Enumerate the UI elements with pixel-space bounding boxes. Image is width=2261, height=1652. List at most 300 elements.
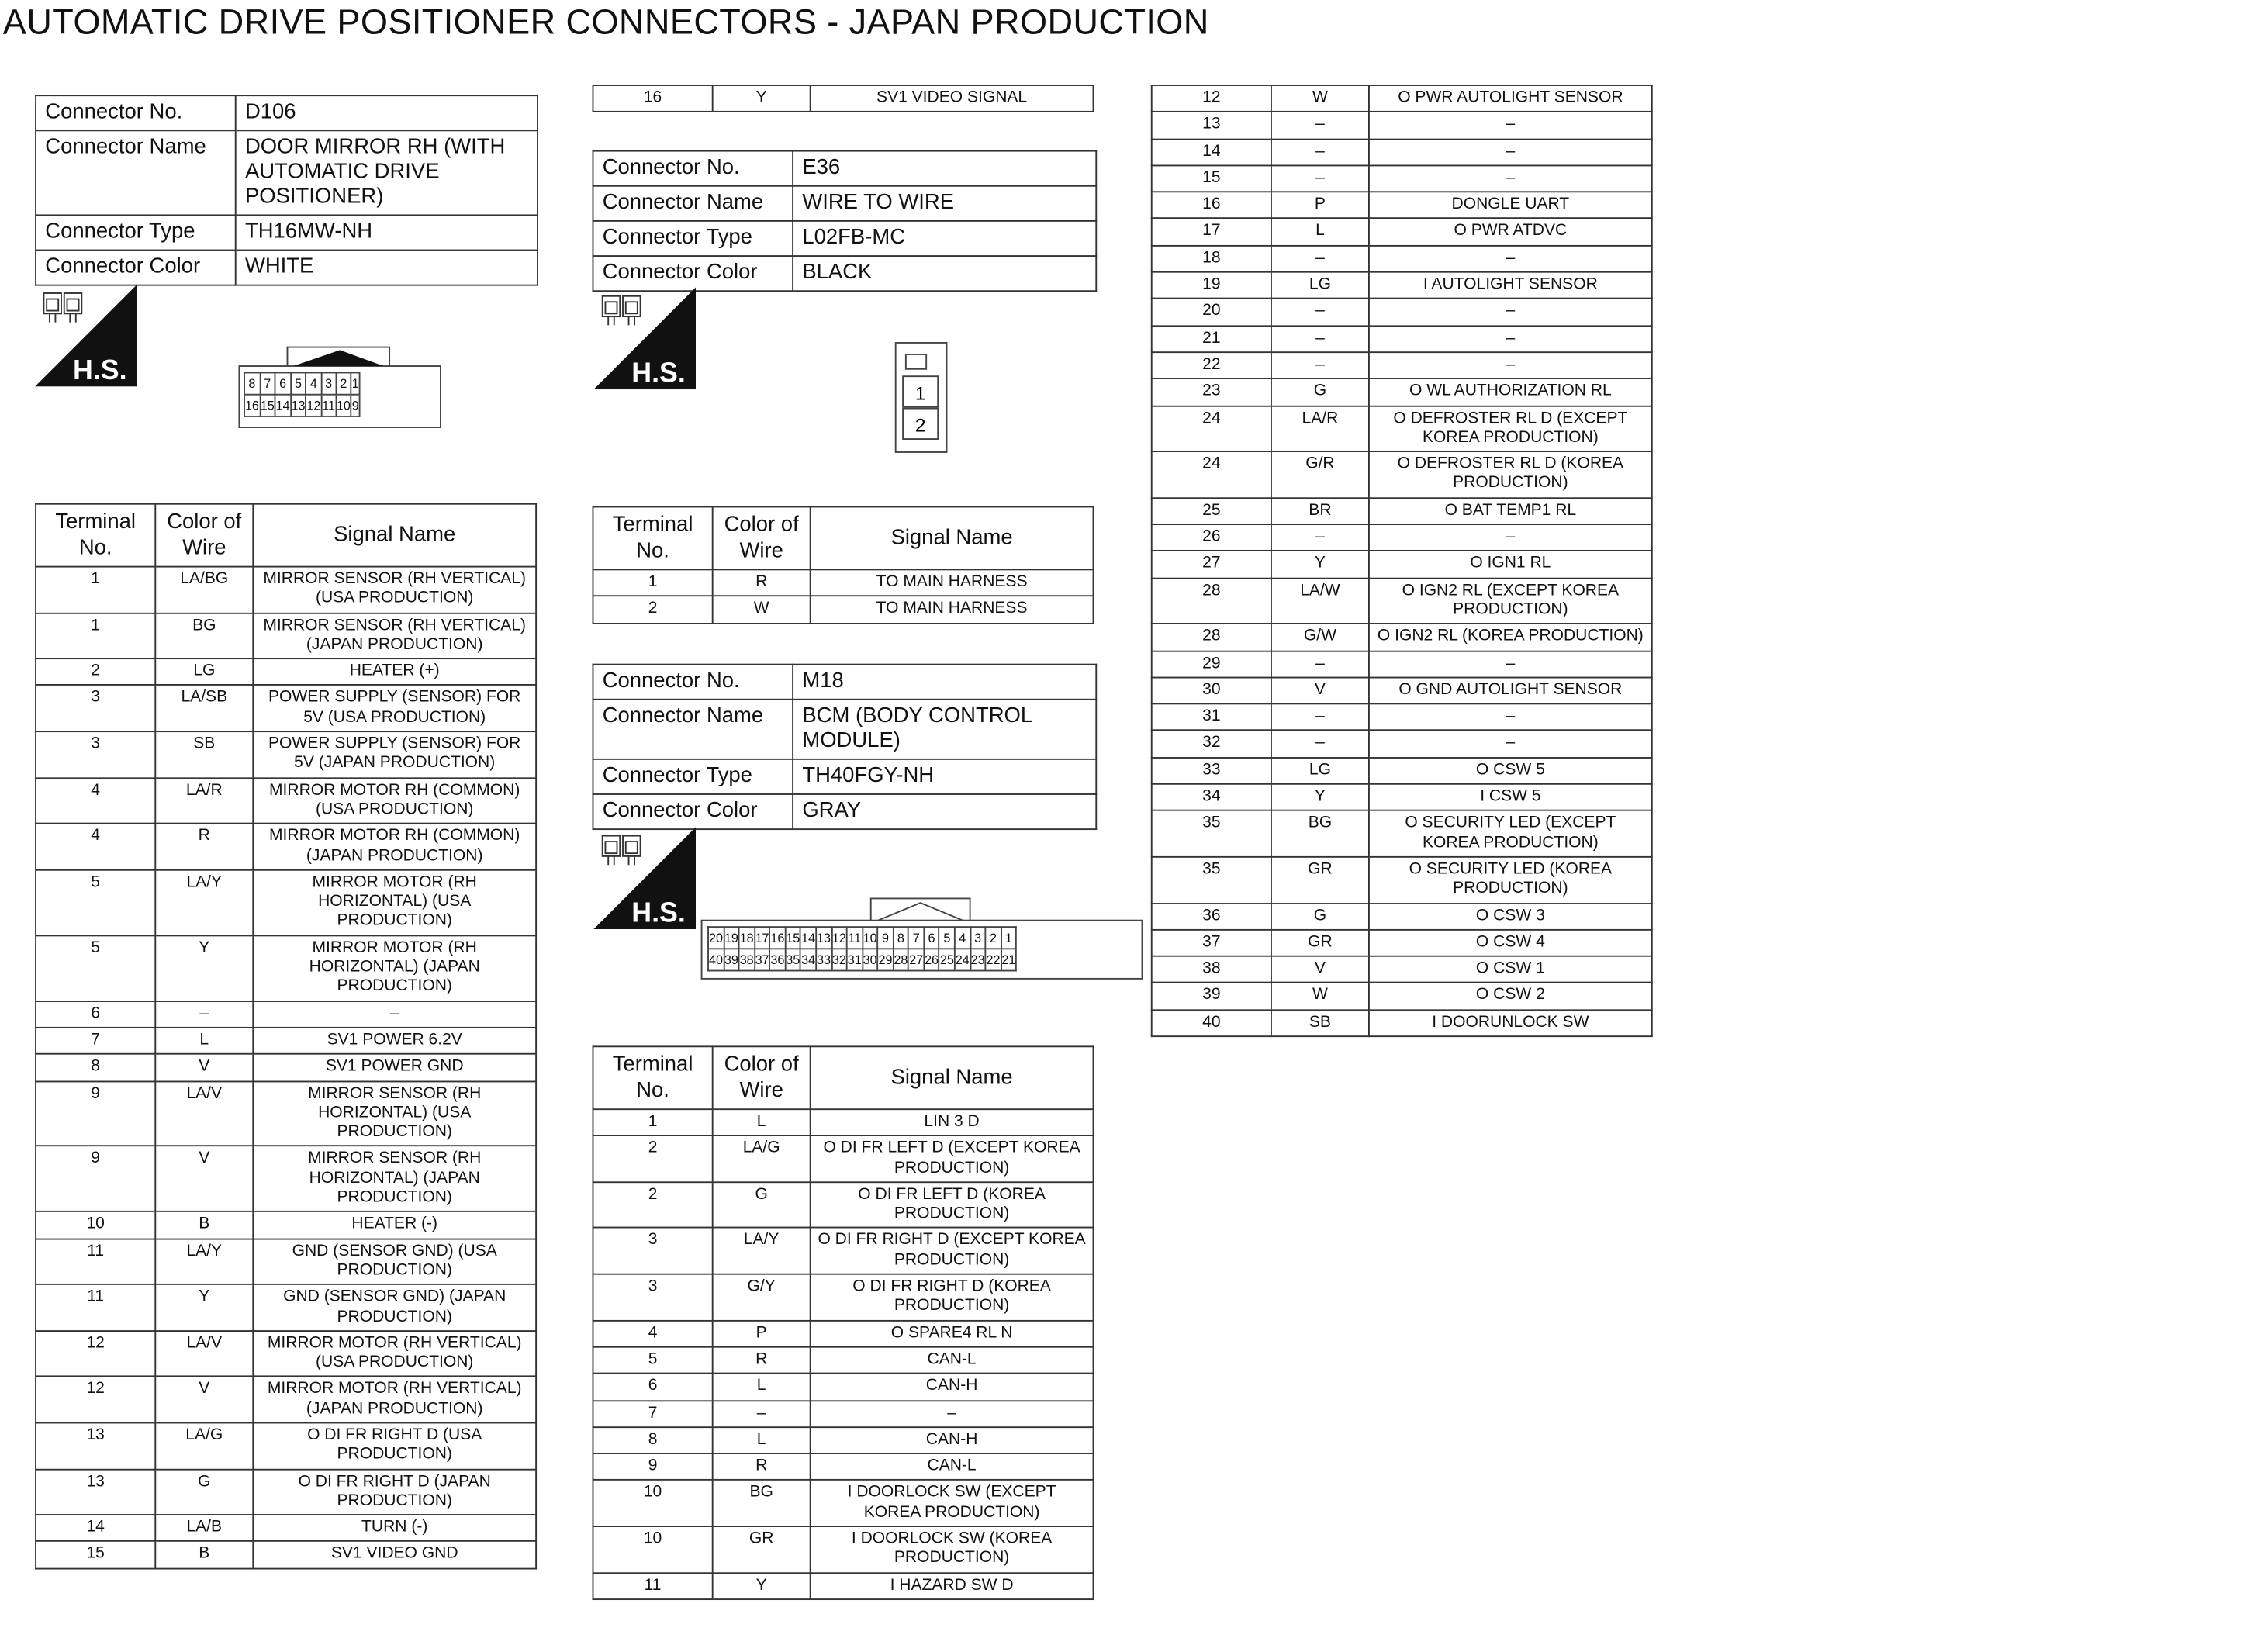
terminal-row (1152, 245, 1652, 271)
terminal-no-cell: 34 (1152, 784, 1271, 810)
signal-name-cell: O CSW 4 (1369, 930, 1652, 956)
signal-name-cell: O IGN2 RL (KOREA PRODUCTION) (1369, 624, 1652, 650)
pin-cell: 29 (878, 949, 894, 970)
terminal-row (1152, 451, 1652, 497)
wire-color-cell: GR (1271, 930, 1369, 956)
signal-name-cell: O BAT TEMP1 RL (1369, 498, 1652, 524)
d106-info-block (35, 95, 538, 285)
terminal-no-cell: 16 (1152, 192, 1271, 219)
wire-color-cell: G/Y (713, 1274, 811, 1320)
pin-cell: 13 (291, 395, 306, 416)
terminal-no-cell: 18 (1152, 245, 1271, 271)
hs-label: H.S. (631, 897, 686, 928)
connector-color-value: BLACK (793, 256, 1096, 291)
pin-cell: 39 (724, 949, 739, 970)
terminal-no-cell: 16 (593, 85, 712, 112)
pin-cell: 1 (1001, 927, 1016, 949)
terminal-no-cell: 28 (1152, 624, 1271, 650)
signal-name-cell: CAN-H (811, 1374, 1094, 1400)
terminal-no-cell: 11 (36, 1239, 155, 1284)
pin-cell: 27 (908, 949, 924, 970)
terminal-row (593, 1453, 1093, 1480)
wire-color-cell: – (1271, 299, 1369, 325)
terminal-row (1152, 219, 1652, 245)
terminal-row (1152, 326, 1652, 352)
terminal-no-cell: 21 (1152, 326, 1271, 352)
terminal-no-cell: 31 (1152, 704, 1271, 731)
pin-cell: 12 (831, 927, 847, 949)
terminal-no-cell: 2 (36, 658, 155, 685)
wire-color-cell: L (155, 1028, 253, 1054)
wire-color-cell: G (1271, 379, 1369, 406)
connector-color-label: Connector Color (593, 794, 793, 829)
signal-name-cell: I HAZARD SW D (811, 1573, 1094, 1599)
signal-name-cell: I DOORUNLOCK SW (1369, 1010, 1652, 1036)
pin-cell: 9 (351, 395, 360, 416)
terminal-no-cell: 9 (36, 1081, 155, 1146)
wire-color-header: Color of Wire (155, 504, 253, 567)
signal-name-cell: HEATER (-) (253, 1211, 536, 1238)
pin-cell: 15 (260, 395, 275, 416)
signal-name-cell: – (1369, 112, 1652, 138)
wire-color-cell: V (155, 1054, 253, 1080)
terminal-row (1152, 784, 1652, 810)
terminal-row (36, 1081, 536, 1146)
terminal-no-header: Terminal No. (593, 1046, 712, 1109)
pin-cell: 19 (724, 927, 739, 949)
terminal-row (1152, 379, 1652, 406)
pin-cell: 26 (924, 949, 939, 970)
terminal-no-header: Terminal No. (593, 507, 712, 570)
wire-color-cell: – (155, 1001, 253, 1027)
pin-cell: 5 (939, 927, 955, 949)
connector-name-label: Connector Name (593, 700, 793, 759)
signal-name-cell: O CSW 2 (1369, 983, 1652, 1009)
wire-color-cell: LA/W (1271, 578, 1369, 624)
signal-name-cell: O PWR AUTOLIGHT SENSOR (1369, 85, 1652, 112)
terminal-row (36, 613, 536, 658)
terminal-no-cell: 10 (593, 1526, 712, 1572)
wire-color-cell: Y (1271, 551, 1369, 578)
terminal-row (1152, 624, 1652, 650)
wire-color-cell: V (1271, 956, 1369, 983)
terminal-no-cell: 13 (1152, 112, 1271, 138)
terminal-no-cell: 5 (36, 935, 155, 1001)
wire-color-cell: Y (155, 1284, 253, 1330)
connector-type-label: Connector Type (593, 759, 793, 794)
signal-name-cell: MIRROR MOTOR RH (COMMON) (JAPAN PRODUCTION) (253, 824, 536, 869)
terminal-row (1152, 731, 1652, 757)
wire-color-cell: LA/SB (155, 686, 253, 731)
terminal-row (593, 1109, 1093, 1135)
terminal-row (36, 935, 536, 1001)
pin-cell: 3 (970, 927, 986, 949)
terminal-no-cell: 2 (593, 1136, 712, 1182)
terminal-row (36, 731, 536, 777)
wire-color-cell: W (713, 596, 811, 623)
wire-color-cell: – (1271, 524, 1369, 551)
terminal-row (1152, 810, 1652, 856)
wire-color-cell: – (713, 1400, 811, 1426)
terminal-row (36, 686, 536, 731)
pin-cell: 8 (893, 927, 908, 949)
terminal-row (1152, 85, 1652, 112)
wire-color-cell: B (155, 1542, 253, 1568)
wire-color-cell: G (155, 1469, 253, 1515)
pin-cell: 37 (755, 949, 770, 970)
e36-pin-1: 1 (914, 383, 926, 405)
signal-name-cell: TO MAIN HARNESS (811, 596, 1094, 623)
terminal-no-cell: 12 (36, 1377, 155, 1422)
terminal-row (1152, 165, 1652, 192)
wire-color-cell: Y (713, 85, 811, 112)
wire-color-cell: P (713, 1320, 811, 1346)
terminal-row (36, 1054, 536, 1080)
wire-color-cell: Y (155, 935, 253, 1001)
terminal-row (593, 85, 1093, 112)
harness-side-icon (35, 285, 137, 387)
terminal-no-cell: 14 (1152, 139, 1271, 165)
wire-color-cell: LA/R (155, 778, 253, 824)
signal-name-cell: GND (SENSOR GND) (JAPAN PRODUCTION) (253, 1284, 536, 1330)
wire-color-cell: Y (1271, 784, 1369, 810)
signal-name-cell: – (1369, 245, 1652, 271)
signal-name-cell: O GND AUTOLIGHT SENSOR (1369, 677, 1652, 703)
pin-cell: 16 (769, 927, 785, 949)
terminal-row (1152, 983, 1652, 1009)
signal-name-cell: O CSW 5 (1369, 757, 1652, 783)
terminal-no-cell: 9 (36, 1146, 155, 1211)
terminal-no-cell: 13 (36, 1469, 155, 1515)
signal-name-cell: TURN (-) (253, 1515, 536, 1541)
terminal-no-cell: 4 (593, 1320, 712, 1346)
signal-name-cell: DONGLE UART (1369, 192, 1652, 219)
terminal-no-cell: 28 (1152, 578, 1271, 624)
terminal-row (36, 1422, 536, 1468)
connector-name-value: WIRE TO WIRE (793, 186, 1096, 221)
terminal-no-cell: 1 (36, 613, 155, 658)
terminal-row (1152, 578, 1652, 624)
pin-cell: 38 (739, 949, 755, 970)
pin-cell: 20 (708, 927, 724, 949)
terminal-no-cell: 2 (593, 596, 712, 623)
terminal-no-cell: 7 (36, 1028, 155, 1054)
wire-color-cell: LA/R (1271, 406, 1369, 451)
wire-color-cell: SB (155, 731, 253, 777)
signal-name-cell: O DI FR LEFT D (KOREA PRODUCTION) (811, 1182, 1094, 1228)
signal-name-cell: – (1369, 524, 1652, 551)
terminal-no-cell: 8 (36, 1054, 155, 1080)
signal-name-cell: – (1369, 651, 1652, 677)
connector-name-value: DOOR MIRROR RH (WITH AUTOMATIC DRIVE POSITIONER) (236, 130, 538, 215)
terminal-row (593, 1374, 1093, 1400)
wire-color-cell: R (713, 1453, 811, 1480)
connector-name-value: BCM (BODY CONTROL MODULE) (793, 700, 1096, 759)
connector-name-label: Connector Name (593, 186, 793, 221)
signal-name-cell: CAN-L (811, 1453, 1094, 1480)
wire-color-cell: LA/Y (155, 1239, 253, 1284)
wire-color-cell: LA/V (155, 1081, 253, 1146)
pin-cell: 3 (321, 372, 336, 394)
signal-name-cell: – (1369, 352, 1652, 378)
terminal-no-cell: 2 (593, 1182, 712, 1228)
pin-cell: 18 (739, 927, 755, 949)
terminal-row (1152, 651, 1652, 677)
terminal-no-cell: 24 (1152, 406, 1271, 451)
terminal-no-cell: 33 (1152, 757, 1271, 783)
signal-name-cell: I CSW 5 (1369, 784, 1652, 810)
wire-color-cell: G (1271, 903, 1369, 929)
pin-cell: 7 (908, 927, 924, 949)
terminal-row (593, 1481, 1093, 1526)
terminal-row (1152, 112, 1652, 138)
pin-cell: 7 (260, 372, 275, 394)
terminal-row (1152, 272, 1652, 299)
terminal-no-cell: 12 (1152, 85, 1271, 112)
e36-info-block (593, 150, 1098, 292)
wire-color-cell: L (713, 1374, 811, 1400)
signal-name-cell: O SPARE4 RL N (811, 1320, 1094, 1346)
terminal-no-cell: 30 (1152, 677, 1271, 703)
connector-no-value: D106 (236, 95, 538, 130)
terminal-no-cell: 35 (1152, 810, 1271, 856)
terminal-no-cell: 39 (1152, 983, 1271, 1009)
terminal-row (1152, 352, 1652, 378)
terminal-no-cell: 6 (36, 1001, 155, 1027)
terminal-row (36, 1211, 536, 1238)
signal-name-cell: MIRROR SENSOR (RH HORIZONTAL) (JAPAN PRODUCTION) (253, 1146, 536, 1211)
terminal-no-cell: 32 (1152, 731, 1271, 757)
signal-name-cell: O CSW 3 (1369, 903, 1652, 929)
wire-color-cell: GR (1271, 857, 1369, 903)
signal-name-cell: CAN-L (811, 1347, 1094, 1374)
wire-color-cell: BG (155, 613, 253, 658)
wire-color-cell: W (1271, 983, 1369, 1009)
wire-color-cell: LA/BG (155, 567, 253, 613)
signal-name-cell: O IGN2 RL (EXCEPT KOREA PRODUCTION) (1369, 578, 1652, 624)
terminal-no-cell: 11 (593, 1573, 712, 1599)
terminal-row (36, 1377, 536, 1422)
wire-color-cell: LA/Y (155, 870, 253, 935)
signal-name-cell: GND (SENSOR GND) (USA PRODUCTION) (253, 1239, 536, 1284)
wire-color-cell: LG (1271, 757, 1369, 783)
wire-color-cell: LA/B (155, 1515, 253, 1541)
terminal-no-cell: 3 (593, 1274, 712, 1320)
signal-name-cell: CAN-H (811, 1427, 1094, 1453)
terminal-no-cell: 5 (36, 870, 155, 935)
terminal-no-cell: 3 (593, 1228, 712, 1274)
pin-cell: 14 (800, 927, 816, 949)
pin-cell: 35 (785, 949, 800, 970)
terminal-no-cell: 11 (36, 1284, 155, 1330)
wire-color-cell: – (1271, 704, 1369, 731)
pin-cell: 8 (244, 372, 260, 394)
signal-name-cell: MIRROR SENSOR (RH HORIZONTAL) (USA PRODUCTION) (253, 1081, 536, 1146)
signal-name-cell: O IGN1 RL (1369, 551, 1652, 578)
signal-name-cell: – (1369, 704, 1652, 731)
terminal-no-cell: 9 (593, 1453, 712, 1480)
terminal-row (36, 778, 536, 824)
terminal-no-cell: 23 (1152, 379, 1271, 406)
terminal-row (1152, 757, 1652, 783)
terminal-row (36, 1146, 536, 1211)
connector-type-label: Connector Type (36, 215, 236, 250)
pin-cell: 21 (1001, 949, 1016, 970)
connector-type-value: TH16MW-NH (236, 215, 538, 250)
wire-color-cell: L (713, 1427, 811, 1453)
terminal-row (36, 1001, 536, 1027)
pin-cell: 9 (878, 927, 894, 949)
signal-name-cell: MIRROR MOTOR RH (COMMON) (USA PRODUCTION) (253, 778, 536, 824)
pin-cell: 34 (800, 949, 816, 970)
wire-color-cell: LG (1271, 272, 1369, 299)
pin-cell: 2 (986, 927, 1001, 949)
terminal-no-cell: 3 (36, 731, 155, 777)
wire-color-cell: G (713, 1182, 811, 1228)
signal-name-cell: HEATER (+) (253, 658, 536, 685)
wire-color-cell: B (155, 1211, 253, 1238)
terminal-no-cell: 38 (1152, 956, 1271, 983)
wire-color-cell: G/W (1271, 624, 1369, 650)
connector-name-label: Connector Name (36, 130, 236, 215)
signal-name-cell: O DI FR RIGHT D (KOREA PRODUCTION) (811, 1274, 1094, 1320)
connector-type-value: L02FB-MC (793, 221, 1096, 256)
d106-terminal-table (35, 503, 537, 1569)
terminal-no-cell: 35 (1152, 857, 1271, 903)
signal-name-cell: SV1 POWER GND (253, 1054, 536, 1080)
d106-continued-table (593, 85, 1094, 112)
terminal-no-cell: 37 (1152, 930, 1271, 956)
signal-name-cell: I AUTOLIGHT SENSOR (1369, 272, 1652, 299)
pin-cell: 13 (816, 927, 831, 949)
wire-color-cell: P (1271, 192, 1369, 219)
signal-name-header: Signal Name (811, 1046, 1094, 1109)
signal-name-cell: MIRROR MOTOR (RH VERTICAL) (USA PRODUCTION) (253, 1331, 536, 1377)
terminal-row (36, 567, 536, 613)
terminal-row (1152, 139, 1652, 165)
signal-name-cell: – (1369, 731, 1652, 757)
signal-name-cell: – (811, 1400, 1094, 1426)
signal-name-cell: O PWR ATDVC (1369, 219, 1652, 245)
pin-cell: 22 (986, 949, 1001, 970)
terminal-row (1152, 677, 1652, 703)
wire-color-cell: LA/G (713, 1136, 811, 1182)
signal-name-header: Signal Name (253, 504, 536, 567)
terminal-row (593, 1228, 1093, 1274)
signal-name-cell: I DOORLOCK SW (EXCEPT KOREA PRODUCTION) (811, 1481, 1094, 1526)
terminal-row (1152, 498, 1652, 524)
page-title: AUTOMATIC DRIVE POSITIONER CONNECTORS - JAPAN PRODUCTION (2, 2, 1209, 43)
terminal-row (1152, 857, 1652, 903)
signal-name-cell: O DEFROSTER RL D (KOREA PRODUCTION) (1369, 451, 1652, 497)
wire-color-cell: W (1271, 85, 1369, 112)
signal-name-cell: O DEFROSTER RL D (EXCEPT KOREA PRODUCTION) (1369, 406, 1652, 451)
wire-color-cell: V (155, 1146, 253, 1211)
terminal-row (36, 1284, 536, 1330)
wire-color-cell: – (1271, 139, 1369, 165)
terminal-row (593, 1400, 1093, 1426)
terminal-no-cell: 29 (1152, 651, 1271, 677)
terminal-row (1152, 956, 1652, 983)
wire-color-header: Color of Wire (713, 507, 811, 570)
wire-color-header: Color of Wire (713, 1046, 811, 1109)
terminal-row (36, 1542, 536, 1568)
signal-name-cell: TO MAIN HARNESS (811, 569, 1094, 596)
terminal-no-cell: 10 (36, 1211, 155, 1238)
terminal-no-cell: 22 (1152, 352, 1271, 378)
connector-no-label: Connector No. (593, 151, 793, 186)
terminal-no-cell: 36 (1152, 903, 1271, 929)
terminal-row (593, 1347, 1093, 1374)
pin-cell: 25 (939, 949, 955, 970)
wire-color-cell: R (713, 569, 811, 596)
wire-color-cell: – (1271, 651, 1369, 677)
signal-name-cell: I DOORLOCK SW (KOREA PRODUCTION) (811, 1526, 1094, 1572)
hs-label: H.S. (631, 357, 686, 389)
wire-color-cell: Y (713, 1573, 811, 1599)
signal-name-cell: MIRROR SENSOR (RH VERTICAL) (USA PRODUCTION) (253, 567, 536, 613)
pin-cell: 31 (847, 949, 863, 970)
terminal-no-cell: 4 (36, 778, 155, 824)
terminal-no-cell: 17 (1152, 219, 1271, 245)
pin-cell: 33 (816, 949, 831, 970)
terminal-no-cell: 15 (36, 1542, 155, 1568)
signal-name-cell: SV1 VIDEO GND (253, 1542, 536, 1568)
terminal-no-cell: 3 (36, 686, 155, 731)
e36-terminal-table (593, 506, 1094, 624)
terminal-row (36, 658, 536, 685)
terminal-no-cell: 1 (593, 569, 712, 596)
signal-name-cell: – (1369, 326, 1652, 352)
terminal-row (1152, 1010, 1652, 1036)
pin-cell: 10 (863, 927, 878, 949)
terminal-no-cell: 25 (1152, 498, 1271, 524)
m18-terminal-table (593, 1045, 1094, 1600)
signal-name-cell: O SECURITY LED (EXCEPT KOREA PRODUCTION) (1369, 810, 1652, 856)
connector-color-label: Connector Color (36, 251, 236, 285)
signal-name-cell: MIRROR MOTOR (RH HORIZONTAL) (USA PRODUCTION) (253, 870, 536, 935)
pin-cell: 10 (336, 395, 351, 416)
terminal-row (593, 1573, 1093, 1599)
terminal-no-cell: 10 (593, 1481, 712, 1526)
pin-cell: 24 (955, 949, 970, 970)
terminal-row (1152, 524, 1652, 551)
terminal-row (593, 1182, 1093, 1228)
terminal-row (593, 596, 1093, 623)
terminal-row (593, 1136, 1093, 1182)
terminal-row (1152, 903, 1652, 929)
signal-name-cell: O WL AUTHORIZATION RL (1369, 379, 1652, 406)
pin-cell: 2 (336, 372, 351, 394)
signal-name-cell: MIRROR SENSOR (RH VERTICAL) (JAPAN PRODUCTION) (253, 613, 536, 658)
wire-color-cell: V (155, 1377, 253, 1422)
pin-cell: 5 (291, 372, 306, 394)
wire-color-cell: R (713, 1347, 811, 1374)
signal-name-cell: MIRROR MOTOR (RH VERTICAL) (JAPAN PRODUCTION) (253, 1377, 536, 1422)
wire-color-cell: – (1271, 245, 1369, 271)
wire-color-cell: LA/G (155, 1422, 253, 1468)
m18-continued-table (1151, 85, 1653, 1037)
wire-color-cell: V (1271, 677, 1369, 703)
hs-label: H.S. (73, 354, 127, 385)
pin-cell: 14 (275, 395, 291, 416)
wire-color-cell: – (1271, 165, 1369, 192)
terminal-row (1152, 930, 1652, 956)
wire-color-cell: – (1271, 731, 1369, 757)
terminal-row (36, 1515, 536, 1541)
terminal-no-cell: 4 (36, 824, 155, 869)
signal-name-cell: O DI FR RIGHT D (JAPAN PRODUCTION) (253, 1469, 536, 1515)
